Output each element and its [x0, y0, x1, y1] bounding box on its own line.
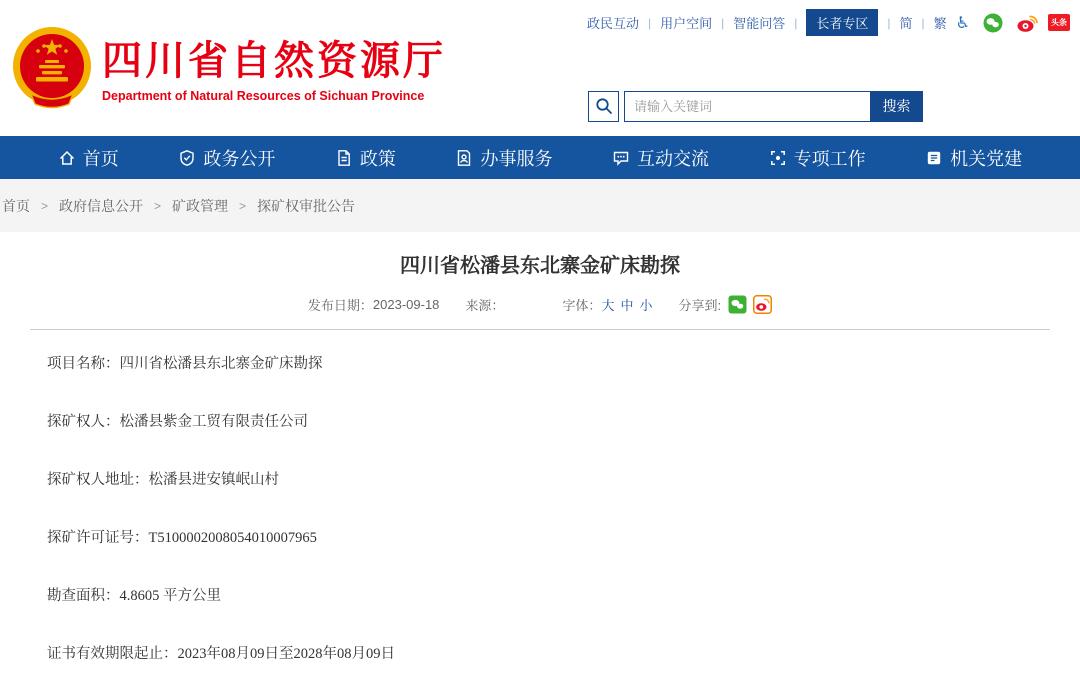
nav-label: 互动交流	[637, 148, 710, 169]
main-nav	[0, 136, 1080, 179]
search-icon[interactable]	[588, 91, 619, 122]
site-subtitle: Department of Natural Resources of Sichuan Province	[102, 89, 425, 103]
topbar-separator: |	[794, 15, 798, 30]
paragraph-holder-address: 探矿权人地址：松潘县进安镇岷山村	[47, 472, 279, 488]
article-title: 四川省松潘县东北寨金矿床勘探	[400, 255, 680, 277]
breadcrumb-home[interactable]: 首页	[2, 197, 30, 214]
site-title: 四川省自然资源厅	[102, 39, 446, 83]
party-book-icon	[925, 149, 943, 167]
site-logo[interactable]	[12, 26, 446, 115]
nav-item-services[interactable]	[455, 145, 552, 171]
topbar-separator: |	[887, 15, 891, 30]
breadcrumb-separator: >	[154, 198, 162, 213]
share-label: 分享到:	[678, 298, 722, 313]
breadcrumb-mining-admin[interactable]: 矿政管理	[172, 197, 229, 214]
article-meta	[0, 295, 1080, 314]
search-input[interactable]	[624, 91, 870, 122]
topbar-separator: |	[721, 15, 725, 30]
wechat-icon[interactable]	[983, 13, 1003, 33]
national-emblem-icon	[12, 26, 92, 115]
weibo-share-icon[interactable]	[753, 295, 772, 314]
nav-item-interaction[interactable]	[612, 145, 709, 171]
paragraph-license-number: 探矿许可证号：T5100002008054010007965	[47, 530, 317, 546]
nav-label: 政务公开	[203, 148, 276, 169]
share-icons	[728, 295, 772, 314]
elder-zone-button[interactable]: 长者专区	[806, 9, 878, 36]
nav-item-party-building[interactable]	[925, 145, 1022, 171]
home-icon	[58, 149, 76, 167]
policy-doc-icon	[335, 149, 353, 167]
breadcrumb-current-page: 探矿权审批公告	[257, 197, 356, 214]
publish-date-label: 发布日期：	[307, 298, 373, 313]
topbar-separator: |	[921, 15, 925, 30]
publish-date-value: 2023-09-18	[372, 297, 440, 312]
nav-item-gov-disclosure[interactable]	[178, 145, 275, 171]
paragraph-project-name: 项目名称：四川省松潘县东北寨金矿床勘探	[47, 356, 323, 372]
nav-label: 机关党建	[950, 148, 1023, 169]
article	[0, 232, 1080, 673]
chat-icon	[612, 149, 630, 167]
paragraph-license-holder: 探矿权人：松潘县紫金工贸有限责任公司	[47, 414, 308, 430]
topbar-link-smart-qa[interactable]: 智能问答	[733, 16, 786, 31]
nav-label: 首页	[82, 148, 119, 169]
paragraph-survey-area: 勘查面积：4.8605 平方公里	[47, 588, 221, 604]
nav-label: 政策	[359, 148, 396, 169]
font-size-large-button[interactable]: 大	[601, 298, 615, 313]
top-utility-bar	[587, 9, 1070, 36]
shield-icon	[178, 149, 196, 167]
target-icon	[769, 149, 787, 167]
nav-label: 办事服务	[480, 148, 553, 169]
article-body	[47, 330, 1080, 673]
lang-simplified-button[interactable]: 简	[899, 16, 913, 31]
accessibility-icon[interactable]: ♿	[955, 14, 970, 32]
font-size-small-button[interactable]: 小	[639, 298, 653, 313]
lang-traditional-button[interactable]: 繁	[933, 16, 947, 31]
nav-item-policy[interactable]	[335, 145, 396, 171]
weibo-icon[interactable]	[1016, 13, 1039, 33]
font-size-label: 字体：	[562, 298, 602, 313]
search-bar	[588, 90, 923, 122]
topbar-link-user-space[interactable]: 用户空间	[660, 16, 713, 31]
paragraph-validity-period: 证书有效期限起止：2023年08月09日至2028年08月09日	[47, 646, 395, 662]
logo-text	[102, 38, 446, 103]
breadcrumb-gov-info[interactable]: 政府信息公开	[59, 197, 144, 214]
toutiao-icon[interactable]: 头条	[1048, 14, 1070, 31]
nav-item-home[interactable]	[58, 145, 119, 171]
font-size-medium-button[interactable]: 中	[620, 298, 634, 313]
nav-item-special-work[interactable]	[769, 145, 866, 171]
service-doc-icon	[455, 149, 473, 167]
source-label: 来源：	[465, 298, 505, 313]
breadcrumb-separator: >	[239, 198, 247, 213]
wechat-share-icon[interactable]	[728, 295, 747, 314]
topbar-link-interaction[interactable]: 政民互动	[586, 16, 639, 31]
topbar-separator: |	[647, 15, 652, 30]
breadcrumb-separator: >	[41, 198, 49, 213]
nav-label: 专项工作	[793, 148, 866, 169]
search-button[interactable]: 搜索	[870, 91, 923, 122]
breadcrumb	[0, 179, 1080, 232]
